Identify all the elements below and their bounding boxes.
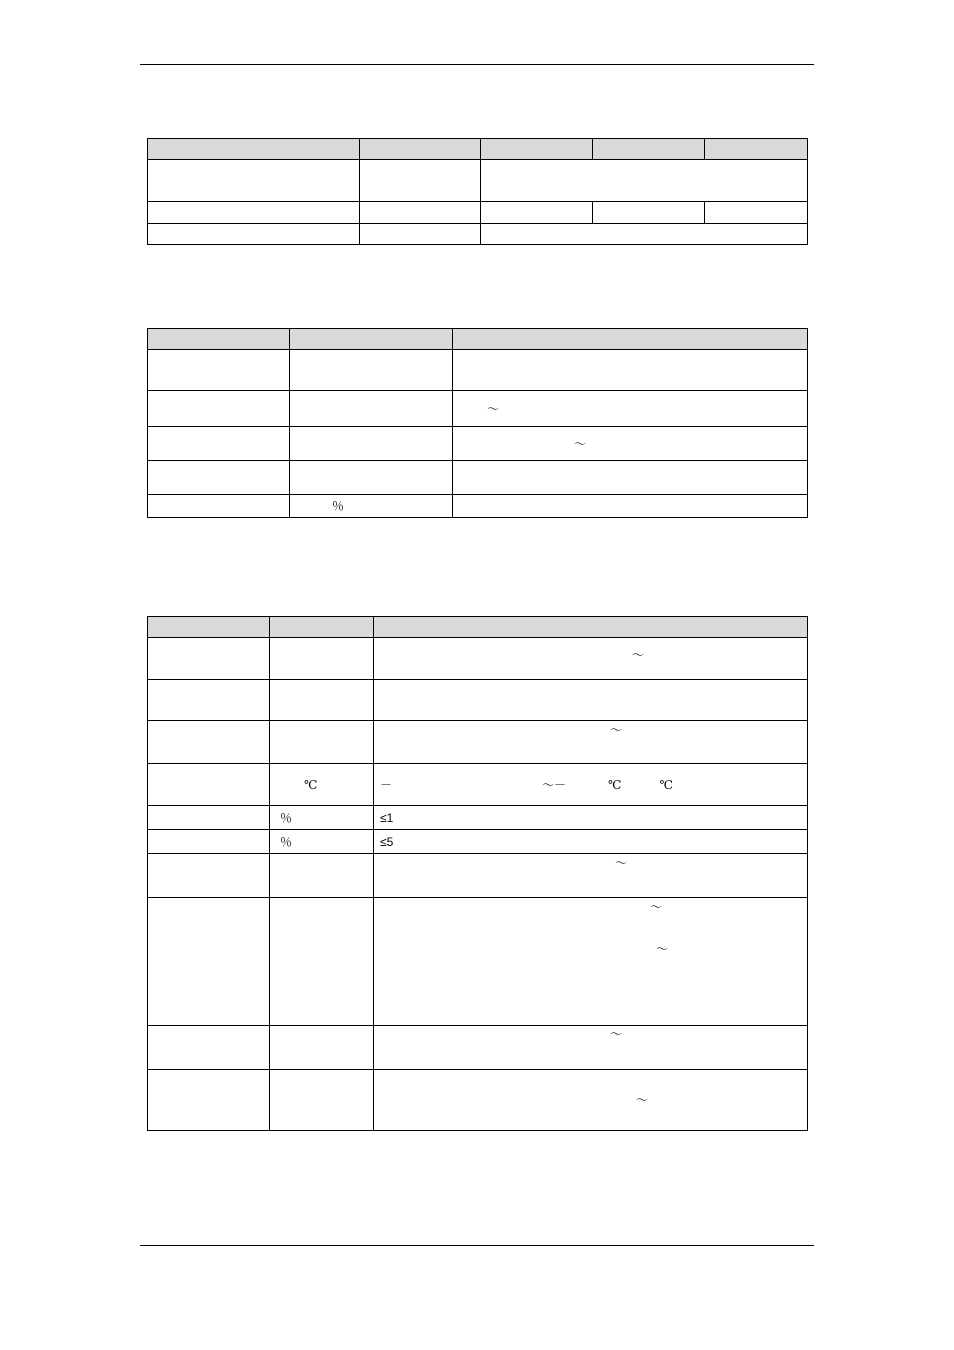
table-cell bbox=[270, 721, 374, 764]
table-header-cell bbox=[593, 139, 705, 160]
table-header-cell bbox=[481, 139, 593, 160]
table-cell bbox=[374, 898, 808, 1026]
table-header-cell bbox=[270, 617, 374, 638]
table-cell bbox=[148, 854, 270, 898]
table-cell bbox=[148, 391, 290, 427]
header-rule bbox=[140, 64, 814, 65]
tilde-symbol: ～ bbox=[610, 723, 623, 737]
table-row bbox=[148, 680, 808, 721]
table-cell bbox=[148, 1026, 270, 1070]
table-cell bbox=[290, 427, 453, 461]
table-cell bbox=[270, 854, 374, 898]
table-cell bbox=[481, 224, 808, 245]
table-cell: ≤5 bbox=[374, 830, 808, 854]
table-cell bbox=[360, 224, 481, 245]
table-cell bbox=[453, 461, 808, 495]
table-cell bbox=[148, 160, 360, 202]
table-row bbox=[148, 461, 808, 495]
table-cell bbox=[148, 1070, 270, 1131]
tilde-symbol: ～ bbox=[610, 1027, 623, 1041]
tilde-symbol: ～ bbox=[650, 900, 663, 914]
degree-unit: ℃ bbox=[608, 777, 622, 792]
table-header-cell bbox=[148, 617, 270, 638]
table-cell: ≤1 bbox=[374, 806, 808, 830]
table-cell bbox=[148, 202, 360, 224]
table-cell bbox=[453, 391, 808, 427]
table-row bbox=[148, 350, 808, 391]
table-cell bbox=[148, 898, 270, 1026]
table-cell bbox=[148, 638, 270, 680]
table-row bbox=[148, 764, 808, 806]
minus-symbol: － bbox=[380, 777, 393, 792]
table-header-cell bbox=[705, 139, 808, 160]
table-header-cell bbox=[148, 329, 290, 350]
table-header-cell bbox=[453, 329, 808, 350]
table-cell bbox=[453, 350, 808, 391]
table-cell bbox=[290, 350, 453, 391]
table-cell bbox=[148, 830, 270, 854]
tilde-symbol: ～ bbox=[632, 648, 645, 662]
table-cell bbox=[148, 350, 290, 391]
table-row bbox=[148, 854, 808, 898]
table-cell bbox=[374, 721, 808, 764]
table-cell bbox=[148, 224, 360, 245]
table-header-cell bbox=[290, 329, 453, 350]
table-cell bbox=[374, 1070, 808, 1131]
spec-table-2 bbox=[147, 328, 808, 518]
cell-text bbox=[380, 942, 801, 956]
table-cell bbox=[290, 461, 453, 495]
table-cell bbox=[148, 680, 270, 721]
table-cell bbox=[481, 202, 593, 224]
spec-table-1 bbox=[147, 138, 808, 245]
footer-rule bbox=[140, 1245, 814, 1246]
table-cell bbox=[270, 1070, 374, 1131]
table-row bbox=[148, 830, 808, 854]
table-row bbox=[148, 160, 808, 202]
table-row bbox=[148, 427, 808, 461]
table-cell bbox=[593, 202, 705, 224]
table-cell bbox=[374, 638, 808, 680]
table-cell bbox=[148, 461, 290, 495]
table-row bbox=[148, 1026, 808, 1070]
table-row bbox=[148, 806, 808, 830]
table-cell bbox=[374, 854, 808, 898]
table-cell bbox=[453, 427, 808, 461]
table-cell bbox=[148, 764, 270, 806]
table-row bbox=[148, 202, 808, 224]
table-cell: ％ bbox=[270, 830, 374, 854]
tilde-symbol: ～ bbox=[615, 856, 628, 870]
table-cell bbox=[481, 160, 808, 202]
table-header-row bbox=[148, 329, 808, 350]
table-cell bbox=[148, 806, 270, 830]
table-header-row bbox=[148, 617, 808, 638]
table-cell bbox=[374, 1026, 808, 1070]
cell-text bbox=[380, 900, 801, 914]
table-cell bbox=[270, 680, 374, 721]
table-cell bbox=[270, 898, 374, 1026]
table-row bbox=[148, 495, 808, 518]
tilde-symbol: ～ bbox=[656, 942, 669, 956]
table-cell bbox=[148, 721, 270, 764]
table-cell bbox=[374, 764, 808, 806]
table-header-cell bbox=[360, 139, 481, 160]
table-cell: ％ bbox=[290, 495, 453, 518]
table-cell bbox=[270, 1026, 374, 1070]
spec-table-3 bbox=[147, 616, 808, 1131]
table-cell: ％ bbox=[270, 806, 374, 830]
table-cell bbox=[360, 160, 481, 202]
table-header-row bbox=[148, 139, 808, 160]
table-row bbox=[148, 721, 808, 764]
table-cell bbox=[148, 495, 290, 518]
table-row bbox=[148, 638, 808, 680]
table-cell bbox=[360, 202, 481, 224]
table-row bbox=[148, 391, 808, 427]
table-header-cell bbox=[374, 617, 808, 638]
range-symbol: ～－ bbox=[542, 777, 567, 792]
table-cell bbox=[148, 427, 290, 461]
table-cell bbox=[705, 202, 808, 224]
table-row bbox=[148, 224, 808, 245]
table-cell bbox=[270, 638, 374, 680]
tilde-symbol: ～ bbox=[636, 1093, 649, 1107]
table-cell: ℃ bbox=[270, 764, 374, 806]
table-cell bbox=[453, 495, 808, 518]
table-row bbox=[148, 1070, 808, 1131]
table-cell bbox=[374, 680, 808, 721]
tilde-symbol: ～ bbox=[487, 401, 500, 416]
table-header-cell bbox=[148, 139, 360, 160]
table-row bbox=[148, 898, 808, 1026]
table-cell bbox=[290, 391, 453, 427]
degree-unit: ℃ bbox=[659, 777, 673, 792]
tilde-symbol: ～ bbox=[574, 436, 587, 451]
